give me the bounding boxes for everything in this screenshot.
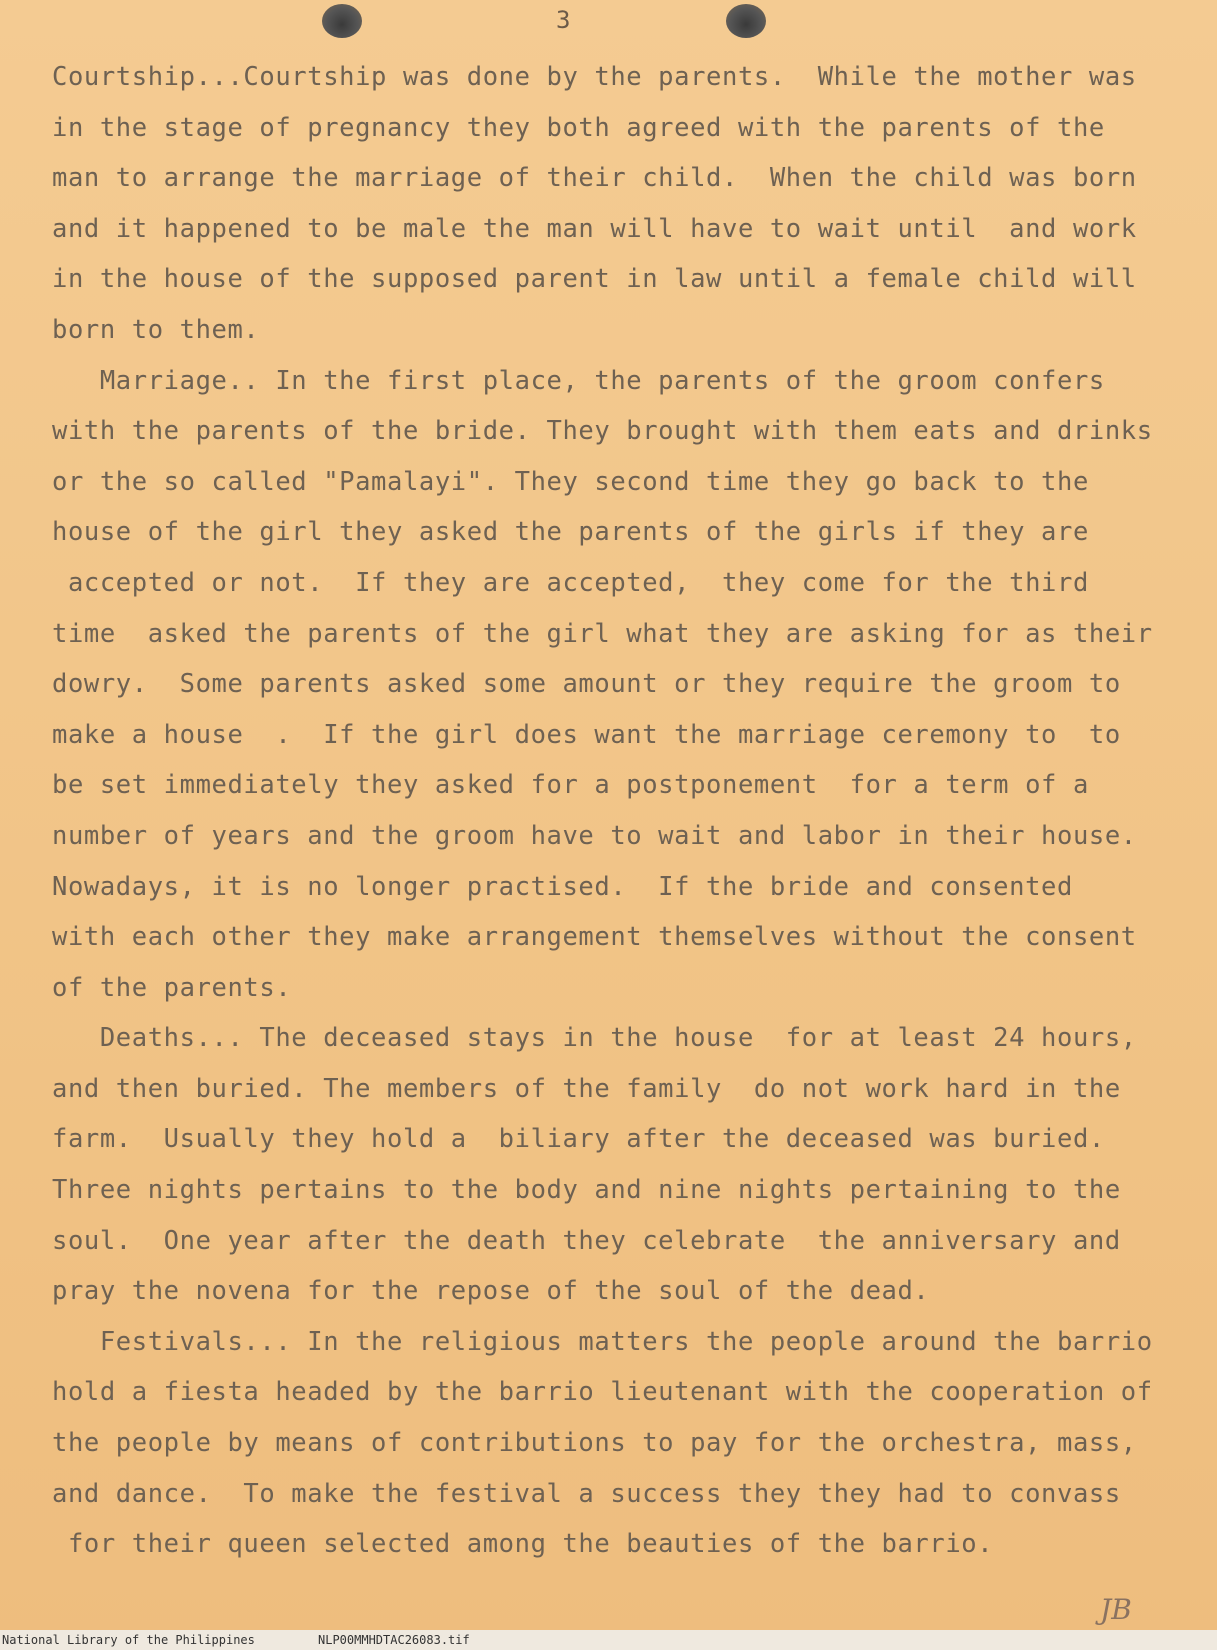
punch-hole-left	[322, 4, 362, 38]
text-line: hold a fiesta headed by the barrio lieutenant with the cooperation of	[52, 1377, 1153, 1408]
text-line: Courtship...Courtship was done by the parents. While the mother was	[52, 62, 1137, 92]
text-line: Deaths... The deceased stays in the house for at least 24 hours,	[52, 1023, 1137, 1054]
text-line: and dance. To make the festival a success they they had to convass	[52, 1478, 1121, 1509]
text-line: make a house . If the girl does want the marriage ceremony to to	[52, 719, 1121, 750]
text-line: farm. Usually they hold a biliary after the deceased was buried.	[52, 1124, 1105, 1155]
text-line: the people by means of contributions to pay for the orchestra, mass,	[52, 1428, 1137, 1459]
handwritten-initials: JB	[1100, 1593, 1132, 1626]
text-line: number of years and the groom have to wait and labor in their house.	[52, 820, 1137, 851]
text-line: soul. One year after the death they celebrate the anniversary and	[52, 1225, 1121, 1256]
text-line: for their queen selected among the beauties of the barrio.	[52, 1529, 994, 1560]
text-line: time asked the parents of the girl what they are asking for as their	[52, 618, 1153, 649]
text-line: born to them.	[52, 314, 260, 345]
text-line: house of the girl they asked the parents of the girls if they are	[52, 517, 1089, 548]
text-line: accepted or not. If they are accepted, they come for the third	[52, 567, 1089, 598]
text-line: with the parents of the bride. They brought with them eats and drinks	[52, 416, 1153, 447]
page-number: 3	[556, 6, 571, 34]
text-line: in the stage of pregnancy they both agreed with the parents of the	[52, 112, 1105, 143]
typewritten-text	[52, 52, 1172, 1570]
text-line: be set immediately they asked for a postponement for a term of a	[52, 770, 1089, 801]
text-line: and it happened to be male the man will have to wait until and work	[52, 213, 1137, 244]
punch-hole-right	[726, 4, 766, 38]
text-line: Festivals... In the religious matters the people around the barrio	[52, 1326, 1153, 1357]
text-line: Nowadays, it is no longer practised. If the bride and consented	[52, 871, 1073, 902]
text-line: man to arrange the marriage of their child. When the child was born	[52, 163, 1137, 194]
text-line: dowry. Some parents asked some amount or they require the groom to	[52, 669, 1121, 700]
text-line: Marriage.. In the first place, the parents of the groom confers	[52, 365, 1105, 396]
text-line: of the parents.	[52, 972, 292, 1003]
text-line: Three nights pertains to the body and nine nights pertaining to the	[52, 1175, 1121, 1206]
text-line: and then buried. The members of the family do not work hard in the	[52, 1073, 1121, 1104]
text-line: pray the novena for the repose of the soul of the dead.	[52, 1276, 930, 1307]
footer-filename: NLP00MMHDTAC26083.tif	[318, 1633, 470, 1647]
text-line: with each other they make arrangement themselves without the consent	[52, 922, 1137, 953]
text-line: in the house of the supposed parent in law until a female child will	[52, 264, 1137, 295]
text-line: or the so called "Pamalayi". They second time they go back to the	[52, 466, 1089, 497]
footer-institution: National Library of the Philippines	[2, 1633, 255, 1647]
scan-footer	[0, 1630, 1217, 1650]
